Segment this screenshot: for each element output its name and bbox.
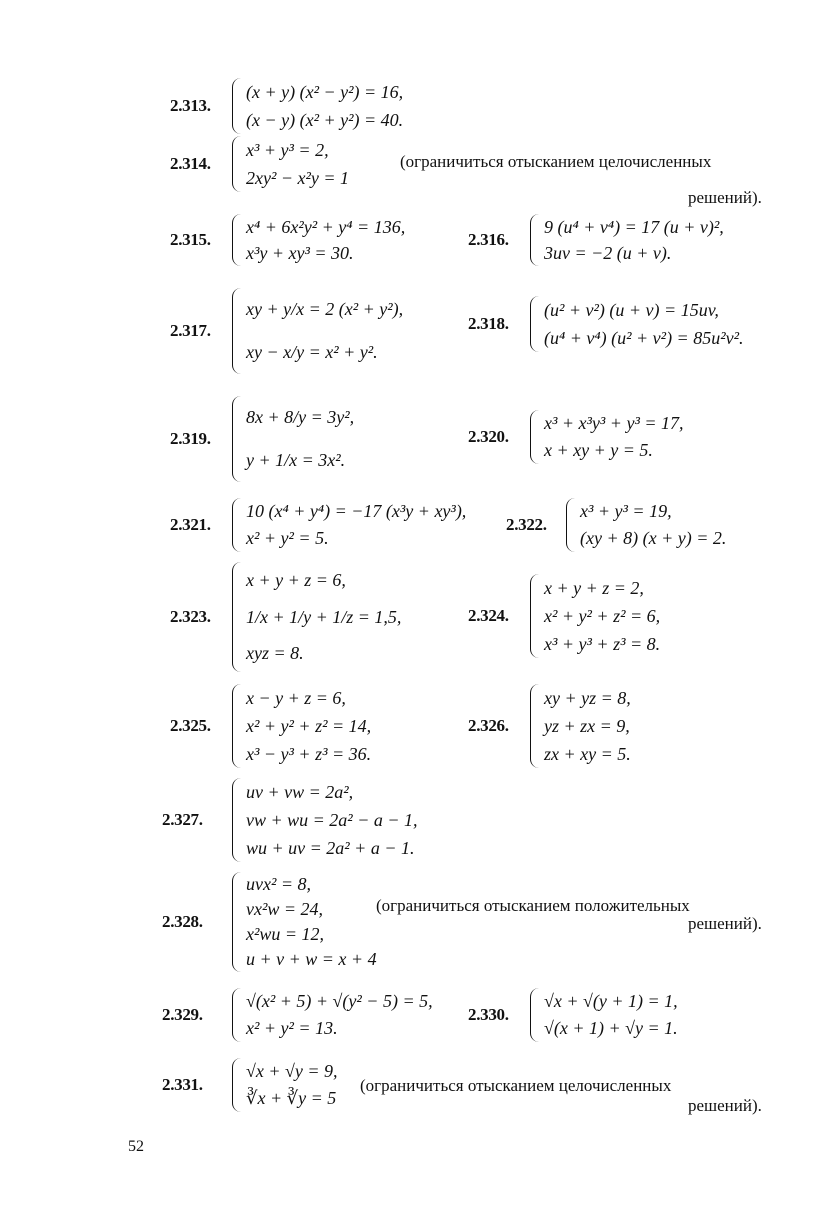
problem-number: 2.320.	[468, 427, 509, 446]
problem-note: (ограничиться отысканием целочисленных	[400, 152, 712, 171]
problem-number: 2.324.	[468, 606, 509, 625]
equation-line: (x − y) (x² + y²) = 40.	[246, 109, 404, 130]
equation-system	[232, 872, 377, 972]
brace	[232, 684, 242, 768]
brace	[232, 288, 242, 374]
brace	[530, 410, 540, 464]
problem-number: 2.314.	[170, 154, 211, 173]
equation-line: 2xy² − x²y = 1	[246, 167, 350, 188]
equation-line: x² + y² + z² = 6,	[544, 605, 661, 626]
problem-number: 2.317.	[170, 321, 211, 340]
problem-2-321	[170, 498, 466, 552]
equation-line: x³ + y³ + z³ = 8.	[544, 633, 661, 654]
problem-2-324	[468, 574, 660, 658]
brace	[232, 396, 242, 482]
brace	[530, 296, 540, 352]
brace	[232, 988, 242, 1042]
equation-system	[566, 498, 726, 552]
equation-line: x² + y² + z² = 14,	[246, 715, 372, 736]
problem-number: 2.313.	[170, 96, 211, 115]
problem-number: 2.329.	[162, 1005, 203, 1024]
problem-number: 2.326.	[468, 716, 509, 735]
equation-line: √x + √y = 9,	[246, 1061, 338, 1082]
brace	[530, 684, 540, 768]
equation-line: 8x + 8/y = 3y²,	[246, 407, 355, 428]
brace	[530, 574, 540, 658]
equation-system	[232, 288, 403, 374]
equation-system	[530, 410, 683, 464]
problem-number: 2.331.	[162, 1075, 203, 1094]
equation-line: x² + y² = 5.	[246, 528, 329, 549]
equation-line: 10 (x⁴ + y⁴) = −17 (x³y + xy³),	[246, 501, 467, 522]
problem-2-326	[468, 684, 631, 768]
equation-line: √x + √(y + 1) = 1,	[544, 991, 678, 1012]
problem-2-331	[162, 1058, 338, 1112]
problem-number: 2.322.	[506, 515, 547, 534]
problem-number: 2.327.	[162, 810, 203, 829]
problem-2-317	[170, 288, 403, 374]
equation-system	[530, 574, 660, 658]
problem-number: 2.330.	[468, 1005, 509, 1024]
equation-line: x³ + x³y³ + y³ = 17,	[544, 413, 684, 434]
equation-system	[232, 778, 417, 862]
problem-2-313	[170, 78, 403, 134]
problem-2-329	[162, 988, 433, 1042]
equation-line: wu + uv = 2a² + a − 1.	[246, 837, 415, 858]
equation-line: y + 1/x = 3x².	[246, 450, 346, 471]
equation-line: x − y + z = 6,	[246, 687, 346, 708]
problem-2-322	[506, 498, 726, 552]
equation-line: x³ + y³ = 19,	[580, 501, 672, 522]
problem-2-323	[170, 562, 401, 672]
equation-line: x³ − y³ + z³ = 36.	[246, 743, 372, 764]
equation-line: x + y + z = 6,	[246, 570, 346, 591]
problem-note: (ограничиться отысканием целочисленных	[360, 1076, 672, 1095]
equation-line: x² + y² = 13.	[246, 1018, 338, 1039]
problem-2-315	[170, 214, 405, 266]
equation-line: u + v + w = x + 4	[246, 949, 377, 970]
equation-line: yz + zx = 9,	[544, 715, 630, 736]
equation-system	[232, 78, 403, 134]
equation-line: zx + xy = 5.	[544, 743, 631, 764]
equation-line: 1/x + 1/y + 1/z = 1,5,	[246, 606, 402, 627]
problem-number: 2.325.	[170, 716, 211, 735]
equation-system	[232, 684, 371, 768]
equation-line: vx²w = 24,	[246, 899, 324, 920]
problem-number: 2.323.	[170, 607, 211, 626]
equation-line: xyz = 8.	[246, 643, 304, 664]
equation-system	[232, 498, 466, 552]
problem-number: 2.321.	[170, 515, 211, 534]
problem-2-314	[170, 136, 349, 192]
problem-2-319	[170, 396, 354, 482]
equation-system	[232, 988, 433, 1042]
problem-2-320	[468, 410, 683, 464]
brace	[530, 214, 540, 266]
equation-line: x + y + z = 2,	[544, 577, 644, 598]
brace	[530, 988, 540, 1042]
problem-2-318	[468, 296, 744, 352]
problem-2-316	[468, 214, 724, 266]
equation-line: vw + wu = 2a² − a − 1,	[246, 809, 418, 830]
equation-line: ∛x + ∛y = 5	[246, 1088, 337, 1109]
equation-line: xy − x/y = x² + y².	[246, 342, 378, 363]
equation-system	[232, 1058, 338, 1112]
problem-2-330	[468, 988, 678, 1042]
brace	[232, 562, 242, 672]
brace	[232, 872, 242, 972]
equation-line: √(x² + 5) + √(y² − 5) = 5,	[246, 991, 433, 1012]
problem-note-end: решений).	[688, 914, 762, 933]
equation-line: √(x + 1) + √y = 1.	[544, 1018, 678, 1039]
problem-number: 2.315.	[170, 230, 211, 249]
problem-note-end: решений).	[688, 1096, 762, 1115]
equation-system	[232, 214, 405, 266]
equation-line: x⁴ + 6x²y² + y⁴ = 136,	[246, 216, 406, 237]
equation-system	[530, 988, 678, 1042]
equation-line: x³ + y³ = 2,	[246, 139, 329, 160]
brace	[232, 498, 242, 552]
equation-line: xy + yz = 8,	[544, 687, 631, 708]
equation-system	[232, 136, 349, 192]
equation-system	[530, 296, 744, 352]
problem-number: 2.319.	[170, 429, 211, 448]
equation-system	[530, 214, 724, 266]
equation-system	[530, 684, 631, 768]
brace	[232, 214, 242, 266]
equation-line: x + xy + y = 5.	[544, 440, 653, 461]
page-number: 52	[128, 1138, 144, 1155]
equation-line: 9 (u⁴ + v⁴) = 17 (u + v)²,	[544, 216, 724, 237]
equation-line: uvx² = 8,	[246, 874, 312, 895]
equation-line: (u² + v²) (u + v) = 15uv,	[544, 299, 719, 320]
brace	[232, 778, 242, 862]
equation-line: (x + y) (x² − y²) = 16,	[246, 81, 404, 102]
problem-2-327	[162, 778, 417, 862]
problem-number: 2.318.	[468, 314, 509, 333]
problem-number: 2.328.	[162, 912, 203, 931]
equation-system	[232, 396, 354, 482]
brace	[232, 78, 242, 134]
problem-number: 2.316.	[468, 230, 509, 249]
equation-system	[232, 562, 401, 672]
problem-2-328	[162, 872, 377, 972]
equation-line: (xy + 8) (x + y) = 2.	[580, 528, 727, 549]
problem-note-end: решений).	[688, 188, 762, 207]
equation-line: xy + y/x = 2 (x² + y²),	[246, 299, 404, 320]
problem-2-325	[170, 684, 371, 768]
equation-line: x³y + xy³ = 30.	[246, 242, 354, 263]
brace	[232, 1058, 242, 1112]
equation-line: uv + vw = 2a²,	[246, 781, 354, 802]
equation-line: 3uv = −2 (u + v).	[544, 242, 672, 263]
brace	[232, 136, 242, 192]
brace	[566, 498, 576, 552]
equation-line: x²wu = 12,	[246, 924, 325, 945]
problem-note: (ограничиться отысканием положительных	[376, 896, 690, 915]
equation-line: (u⁴ + v⁴) (u² + v²) = 85u²v².	[544, 327, 744, 348]
